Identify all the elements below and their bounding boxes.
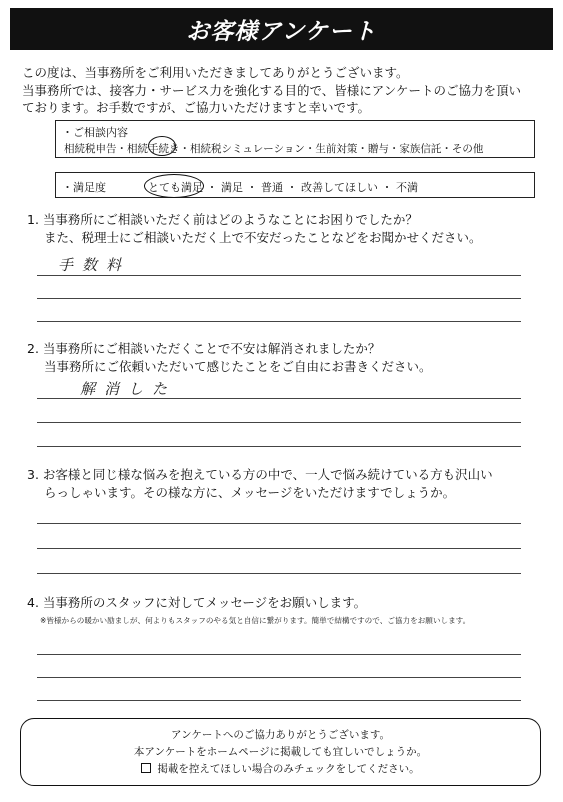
answer-line bbox=[37, 523, 521, 524]
answer-line bbox=[37, 422, 521, 423]
publish-opt-out-checkbox[interactable] bbox=[141, 763, 151, 773]
footer-thanks: アンケートへのご協力ありがとうございます。 bbox=[170, 729, 391, 741]
footer-question: 本アンケートをホームページに掲載しても宜しいでしょうか。 bbox=[133, 746, 428, 758]
consultation-circle-mark bbox=[148, 136, 176, 156]
question-4-line1: 4. 当事務所のスタッフに対してメッセージをお願いします。 bbox=[27, 595, 367, 610]
question-4 bbox=[27, 594, 366, 612]
question-1-line2: また、税理士にご相談いただく上で不安だったことなどをお聞かせください。 bbox=[44, 230, 482, 245]
intro-line: 当事務所では、接客力・サービス力を強化する目的で、皆様にアンケートのご協力を頂い bbox=[22, 82, 522, 98]
answer-line bbox=[37, 548, 521, 549]
answer-line bbox=[37, 573, 521, 574]
question-3-line1: 3. お客様と同じ様な悩みを抱えている方の中で、一人で悩み続けている方も沢山い bbox=[27, 467, 493, 482]
question-1-line1: 1. 当事務所にご相談いただく前はどのようなことにお困りでしたか？ bbox=[27, 212, 418, 227]
question-2 bbox=[27, 340, 432, 376]
footer-check-row bbox=[21, 761, 540, 778]
consultation-label: ・ご相談内容 bbox=[62, 126, 128, 139]
question-2-line1: 2. 当事務所にご相談いただくことで不安は解消されましたか？ bbox=[27, 341, 381, 356]
intro-text bbox=[22, 64, 547, 117]
footer-check-label: 掲載を控えてほしい場合のみチェックをしてください。 bbox=[157, 763, 420, 775]
answer-line bbox=[37, 398, 521, 399]
answer-2-handwriting: 解消した bbox=[80, 380, 177, 398]
page-title: お客様アンケート bbox=[186, 18, 377, 45]
answer-line bbox=[37, 275, 521, 276]
answer-line bbox=[37, 321, 521, 322]
satisfaction-box bbox=[55, 172, 535, 198]
answer-line bbox=[37, 298, 521, 299]
satisfaction-circle-mark bbox=[144, 174, 204, 198]
answer-line bbox=[37, 446, 521, 447]
answer-line bbox=[37, 677, 521, 678]
consultation-box bbox=[55, 120, 535, 158]
question-1 bbox=[27, 211, 482, 247]
footer-box bbox=[20, 718, 541, 786]
satisfaction-label: ・満足度 bbox=[62, 181, 106, 194]
question-3 bbox=[27, 466, 493, 502]
question-2-line2: 当事務所にご依頼いただいて感じたことをご自由にお書きください。 bbox=[44, 359, 432, 374]
question-3-line2: らっしゃいます。その様な方に、メッセージをいただけますでしょうか。 bbox=[44, 485, 456, 500]
intro-line: この度は、当事務所をご利用いただきましてありがとうございます。 bbox=[22, 65, 409, 80]
answer-1-handwriting: 手数料 bbox=[58, 256, 131, 274]
encouragement-note: ※皆様からの暖かい励ましが、何よりもスタッフのやる気と自信に繋がります。簡単で結構ですので、ご協力をお願いします。 bbox=[40, 616, 471, 625]
answer-line bbox=[37, 700, 521, 701]
title-banner bbox=[10, 8, 553, 50]
satisfaction-options: とても満足 ・ 満足 ・ 普通 ・ 改善してほしい ・ 不満 bbox=[148, 181, 418, 194]
answer-line bbox=[37, 654, 521, 655]
consultation-items: 相続税申告・相続手続き・相続税シミュレーション・生前対策・贈与・家族信託・その他 bbox=[64, 143, 484, 155]
intro-line: ております。お手数ですが、ご協力いただけますと幸いです。 bbox=[22, 100, 371, 115]
